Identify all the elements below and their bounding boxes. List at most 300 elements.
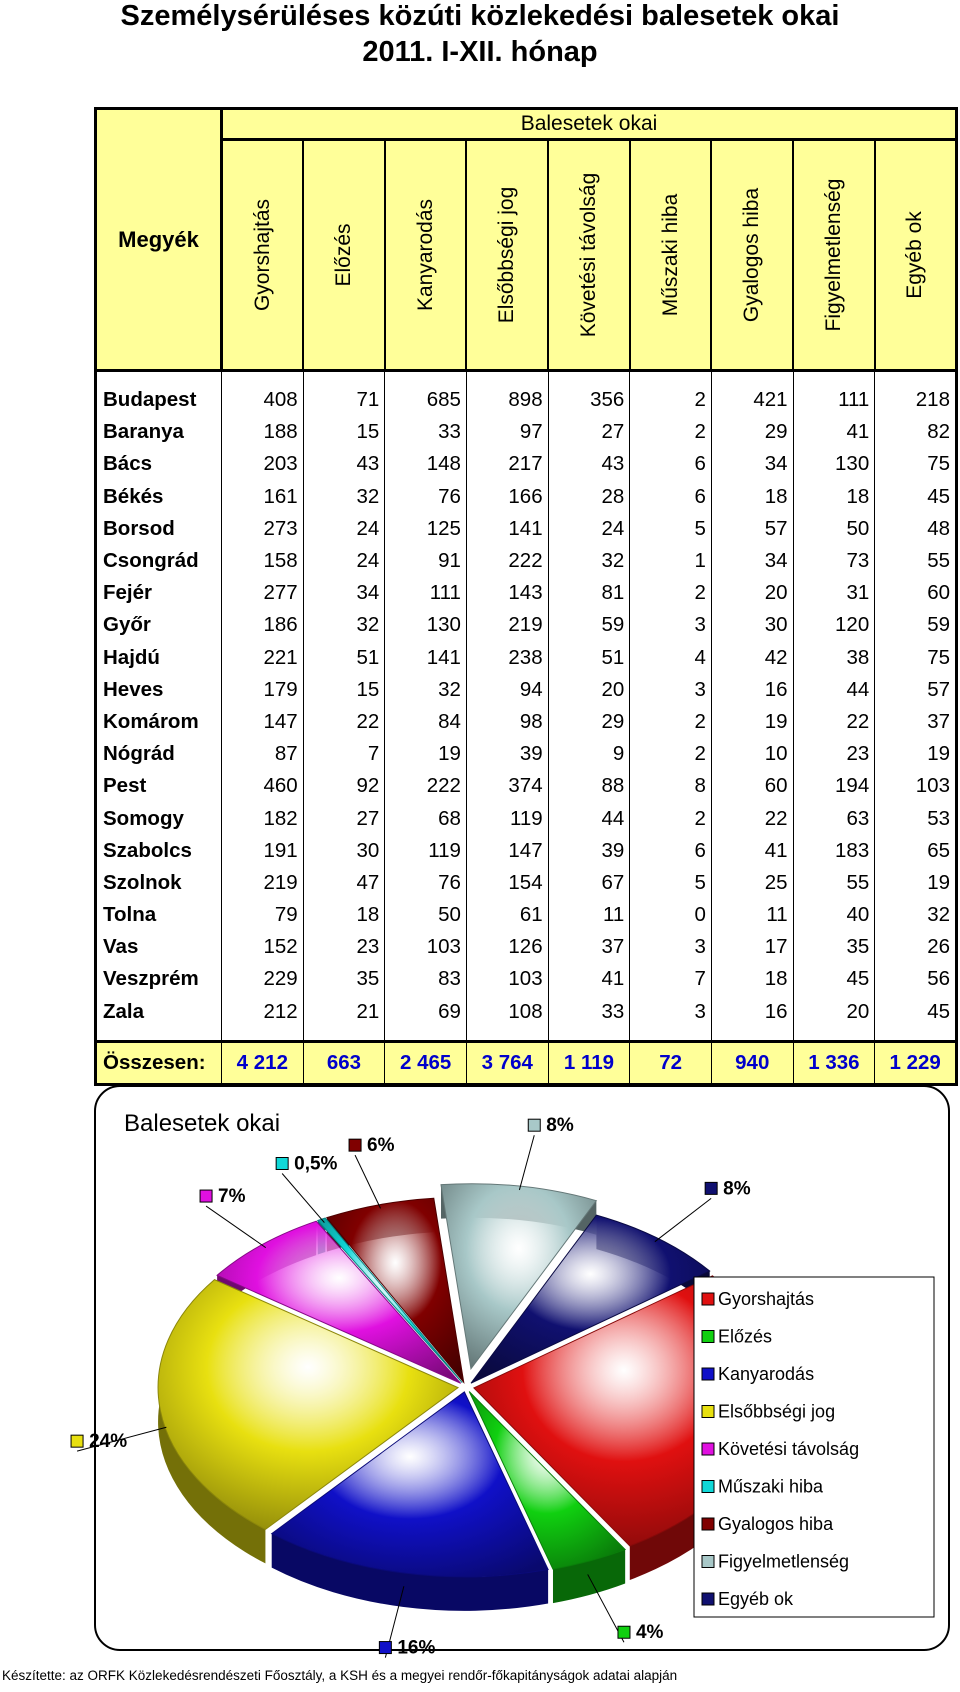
table-cell: 161	[222, 481, 304, 513]
table-cell: 17	[711, 931, 793, 963]
table-cell: 219	[466, 609, 548, 641]
county-name: Vas	[96, 931, 222, 963]
table-cell: 219	[222, 867, 304, 899]
data-label-text: 7%	[218, 1186, 246, 1208]
table-cell: 65	[875, 835, 957, 867]
table-cell: 71	[303, 384, 385, 416]
table-cell: 222	[466, 545, 548, 577]
table-cell: 53	[875, 802, 957, 834]
data-label	[71, 1431, 127, 1452]
table-cell: 30	[711, 609, 793, 641]
county-name: Veszprém	[96, 963, 222, 995]
table-cell: 2	[630, 384, 712, 416]
footer-credit: Készítette: az ORFK Közlekedésrendészeti Főosztály, a KSH és a megyei rendőr-főkapitányságok adatai alapján	[2, 1668, 678, 1683]
table-cell: 83	[385, 963, 467, 995]
table-cell: 22	[303, 706, 385, 738]
data-label	[379, 1638, 435, 1659]
table-cell: 32	[875, 899, 957, 931]
table-cell: 179	[222, 674, 304, 706]
table-cell: 374	[466, 770, 548, 802]
table-cell: 158	[222, 545, 304, 577]
table-cell: 111	[793, 384, 875, 416]
table-cell: 16	[711, 996, 793, 1028]
table-cell: 56	[875, 963, 957, 995]
column-header	[303, 140, 385, 371]
table-cell: 3	[630, 931, 712, 963]
pie-chart-panel	[89, 1085, 950, 1659]
table-cell: 277	[222, 577, 304, 609]
data-label-text: 4%	[635, 1622, 664, 1644]
table-cell: 20	[548, 674, 630, 706]
county-name: Csongrád	[96, 545, 222, 577]
county-name: Heves	[96, 674, 222, 706]
total-label: Összesen:	[96, 1041, 222, 1084]
table-row	[96, 513, 957, 545]
table-cell: 97	[466, 416, 548, 448]
data-label-text: 0,5%	[294, 1153, 338, 1175]
table-cell: 32	[303, 609, 385, 641]
table-cell: 26	[875, 931, 957, 963]
table-cell: 217	[466, 448, 548, 480]
table-row	[96, 770, 957, 802]
table-cell: 76	[385, 867, 467, 899]
table-cell: 88	[548, 770, 630, 802]
table-cell: 51	[303, 642, 385, 674]
table-row	[96, 899, 957, 931]
column-header	[385, 140, 467, 371]
total-cell: 1 229	[875, 1041, 957, 1084]
table-cell: 51	[548, 642, 630, 674]
table-cell: 11	[711, 899, 793, 931]
legend-entry: Figyelmetlenség	[718, 1551, 850, 1572]
table-cell: 11	[548, 899, 630, 931]
table-cell: 6	[630, 835, 712, 867]
legend-marker	[702, 1368, 714, 1380]
leader-line	[206, 1206, 266, 1248]
column-header	[630, 140, 712, 371]
total-cell: 3 764	[466, 1041, 548, 1084]
table-cell: 50	[793, 513, 875, 545]
table-cell: 103	[385, 931, 467, 963]
table-cell: 42	[711, 642, 793, 674]
column-header-label: Kanyarodás	[413, 198, 437, 312]
table-cell: 30	[303, 835, 385, 867]
table-cell: 37	[548, 931, 630, 963]
table-cell: 4	[630, 642, 712, 674]
table-cell: 55	[875, 545, 957, 577]
county-name: Hajdú	[96, 642, 222, 674]
table-cell: 408	[222, 384, 304, 416]
table-cell: 63	[793, 802, 875, 834]
table-cell: 108	[466, 996, 548, 1028]
table-cell: 143	[466, 577, 548, 609]
legend-entry: Követési távolság	[718, 1439, 860, 1459]
table-cell: 130	[385, 609, 467, 641]
table-cell: 91	[385, 545, 467, 577]
column-header-label: Elsőbbségi jog	[495, 186, 519, 324]
table-cell: 68	[385, 802, 467, 834]
table-cell: 152	[222, 931, 304, 963]
table-cell: 60	[875, 577, 957, 609]
table-cell: 34	[711, 545, 793, 577]
table-cell: 10	[711, 738, 793, 770]
legend-entry: Előzés	[718, 1326, 773, 1347]
table-cell: 35	[793, 931, 875, 963]
table-cell: 24	[303, 545, 385, 577]
column-header	[875, 140, 957, 371]
leader-line	[519, 1135, 534, 1190]
table-cell: 22	[711, 802, 793, 834]
legend-marker	[702, 1293, 714, 1305]
county-name: Komárom	[96, 706, 222, 738]
table-cell: 3	[630, 996, 712, 1028]
table-cell: 20	[711, 577, 793, 609]
table-cell: 41	[548, 963, 630, 995]
table-cell: 182	[222, 802, 304, 834]
county-name: Győr	[96, 609, 222, 641]
leader-line	[355, 1155, 380, 1208]
table-cell: 126	[466, 931, 548, 963]
table-cell: 40	[793, 899, 875, 931]
data-label-text: 16%	[397, 1637, 436, 1659]
table-cell: 5	[630, 513, 712, 545]
table-cell: 191	[222, 835, 304, 867]
column-header	[793, 140, 875, 371]
table-cell: 147	[466, 835, 548, 867]
legend-marker	[702, 1593, 714, 1605]
table-cell: 31	[793, 577, 875, 609]
total-cell: 663	[303, 1041, 385, 1084]
table-cell: 19	[711, 706, 793, 738]
data-label-marker	[528, 1119, 540, 1131]
data-label-marker	[705, 1182, 717, 1194]
table-cell: 87	[222, 738, 304, 770]
table-cell: 148	[385, 448, 467, 480]
table-cell: 111	[385, 577, 467, 609]
legend-entry: Kanyarodás	[718, 1364, 815, 1384]
table-cell: 45	[793, 963, 875, 995]
county-name: Budapest	[96, 384, 222, 416]
legend-marker	[702, 1481, 714, 1493]
table-cell: 6	[630, 448, 712, 480]
table-cell: 18	[711, 481, 793, 513]
legend-entry: Gyorshajtás	[718, 1289, 815, 1309]
cause-group-header: Balesetek okai	[222, 109, 957, 140]
leader-line	[282, 1174, 324, 1223]
table-cell: 43	[303, 448, 385, 480]
table-row	[96, 931, 957, 963]
total-cell: 4 212	[222, 1041, 304, 1084]
table-cell: 28	[548, 481, 630, 513]
table-cell: 898	[466, 384, 548, 416]
table-cell: 48	[875, 513, 957, 545]
table-cell: 33	[548, 996, 630, 1028]
table-cell: 19	[875, 867, 957, 899]
table-cell: 5	[630, 867, 712, 899]
legend-marker	[702, 1443, 714, 1455]
table-cell: 3	[630, 674, 712, 706]
table-cell: 125	[385, 513, 467, 545]
table-row	[96, 545, 957, 577]
county-name: Tolna	[96, 899, 222, 931]
table-cell: 194	[793, 770, 875, 802]
table-cell: 141	[385, 642, 467, 674]
table-cell: 32	[385, 674, 467, 706]
table-cell: 154	[466, 867, 548, 899]
table-row	[96, 674, 957, 706]
table-cell: 221	[222, 642, 304, 674]
table-row	[96, 963, 957, 995]
data-label	[276, 1154, 337, 1175]
table-cell: 69	[385, 996, 467, 1028]
legend-entry: Gyalogos hiba	[718, 1514, 834, 1534]
county-name: Baranya	[96, 416, 222, 448]
county-name: Bács	[96, 448, 222, 480]
table-cell: 61	[466, 899, 548, 931]
table-cell: 39	[548, 835, 630, 867]
data-label-marker	[349, 1139, 361, 1151]
county-name: Zala	[96, 996, 222, 1028]
table-cell: 421	[711, 384, 793, 416]
table-cell: 59	[875, 609, 957, 641]
table-cell: 18	[793, 481, 875, 513]
table-row	[96, 481, 957, 513]
table-cell: 188	[222, 416, 304, 448]
table-cell: 19	[385, 738, 467, 770]
column-header-label: Gyorshajtás	[250, 198, 274, 312]
table-row	[96, 609, 957, 641]
county-name: Borsod	[96, 513, 222, 545]
table-cell: 19	[875, 738, 957, 770]
table-row	[96, 706, 957, 738]
table-cell: 222	[385, 770, 467, 802]
table-cell: 41	[793, 416, 875, 448]
total-cell: 2 465	[385, 1041, 467, 1084]
table-cell: 8	[630, 770, 712, 802]
table-cell: 44	[793, 674, 875, 706]
table-cell: 22	[793, 706, 875, 738]
table-row	[96, 448, 957, 480]
table-cell: 41	[711, 835, 793, 867]
table-cell: 24	[548, 513, 630, 545]
legend-entry: Egyéb ok	[718, 1589, 794, 1609]
table-cell: 81	[548, 577, 630, 609]
table-row	[96, 416, 957, 448]
data-label-text: 8%	[723, 1178, 751, 1200]
table-cell: 98	[466, 706, 548, 738]
table-cell: 37	[875, 706, 957, 738]
data-label	[349, 1135, 395, 1156]
table-cell: 67	[548, 867, 630, 899]
legend-marker	[702, 1518, 714, 1530]
pie-chart	[89, 1087, 948, 1659]
table-cell: 183	[793, 835, 875, 867]
county-name: Somogy	[96, 802, 222, 834]
table-row	[96, 577, 957, 609]
column-header	[222, 140, 304, 371]
table-cell: 29	[711, 416, 793, 448]
table-cell: 23	[793, 738, 875, 770]
column-header	[548, 140, 630, 371]
table-cell: 34	[711, 448, 793, 480]
table-cell: 3	[630, 609, 712, 641]
column-header-label: Előzés	[331, 223, 355, 287]
table-cell: 2	[630, 738, 712, 770]
table-row	[96, 384, 957, 416]
total-cell: 1 336	[793, 1041, 875, 1084]
table-cell: 212	[222, 996, 304, 1028]
table-cell: 238	[466, 642, 548, 674]
column-header-label: Gyalogos hiba	[740, 187, 764, 323]
table-cell: 0	[630, 899, 712, 931]
table-row	[96, 738, 957, 770]
table-cell: 50	[385, 899, 467, 931]
county-name: Szabolcs	[96, 835, 222, 867]
accident-causes-table	[94, 107, 958, 1086]
table-cell: 7	[630, 963, 712, 995]
table-cell: 27	[548, 416, 630, 448]
table-cell: 33	[385, 416, 467, 448]
table-cell: 32	[548, 545, 630, 577]
table-cell: 84	[385, 706, 467, 738]
table-cell: 57	[711, 513, 793, 545]
county-name: Fejér	[96, 577, 222, 609]
data-label-marker	[379, 1642, 391, 1654]
title-line-2: 2011. I-XII. hónap	[362, 36, 598, 68]
table-cell: 7	[303, 738, 385, 770]
table-cell: 45	[875, 481, 957, 513]
table-cell: 35	[303, 963, 385, 995]
leader-line	[655, 1198, 711, 1241]
data-label-text: 8%	[546, 1115, 574, 1137]
table-cell: 29	[548, 706, 630, 738]
table-cell: 20	[793, 996, 875, 1028]
table-cell: 76	[385, 481, 467, 513]
table-cell: 25	[711, 867, 793, 899]
table-cell: 147	[222, 706, 304, 738]
table-cell: 2	[630, 577, 712, 609]
table-cell: 15	[303, 674, 385, 706]
table-cell: 130	[793, 448, 875, 480]
table-cell: 16	[711, 674, 793, 706]
table-cell: 141	[466, 513, 548, 545]
table-cell: 15	[303, 416, 385, 448]
legend-marker	[702, 1556, 714, 1568]
data-label-marker	[276, 1158, 288, 1170]
table-cell: 59	[548, 609, 630, 641]
county-header: Megyék	[96, 109, 222, 371]
table-cell: 23	[303, 931, 385, 963]
table-cell: 38	[793, 642, 875, 674]
table-row	[96, 642, 957, 674]
table-row	[96, 867, 957, 899]
table-cell: 103	[466, 963, 548, 995]
table-cell: 2	[630, 416, 712, 448]
table-cell: 18	[303, 899, 385, 931]
table-cell: 1	[630, 545, 712, 577]
legend-marker	[702, 1331, 714, 1343]
column-header	[466, 140, 548, 371]
table-cell: 43	[548, 448, 630, 480]
data-label-text: 6%	[367, 1135, 395, 1157]
table-cell: 218	[875, 384, 957, 416]
table-cell: 120	[793, 609, 875, 641]
total-cell: 940	[711, 1041, 793, 1084]
table-cell: 75	[875, 642, 957, 674]
county-name: Szolnok	[96, 867, 222, 899]
table-cell: 24	[303, 513, 385, 545]
table-cell: 79	[222, 899, 304, 931]
data-label	[200, 1186, 246, 1207]
data-label-marker	[618, 1626, 630, 1638]
table-cell: 18	[711, 963, 793, 995]
total-row	[96, 1041, 957, 1084]
table-cell: 685	[385, 384, 467, 416]
table-row	[96, 835, 957, 867]
chart-title: Balesetek okai	[124, 1110, 281, 1137]
table-cell: 45	[875, 996, 957, 1028]
legend-entry: Elsőbbségi jog	[718, 1401, 836, 1422]
county-name: Pest	[96, 770, 222, 802]
column-header-label: Követési távolság	[576, 172, 600, 338]
data-label-marker	[200, 1190, 212, 1202]
table-cell: 166	[466, 481, 548, 513]
table-cell: 119	[385, 835, 467, 867]
table-cell: 32	[303, 481, 385, 513]
data-label	[618, 1622, 664, 1643]
title-line-1: Személysérüléses közúti közlekedési balesetek okai	[120, 0, 840, 32]
table-cell: 75	[875, 448, 957, 480]
column-header-label: Műszaki hiba	[658, 193, 682, 317]
table-cell: 60	[711, 770, 793, 802]
data-label	[528, 1115, 574, 1136]
table-row	[96, 996, 957, 1028]
legend-entry: Műszaki hiba	[718, 1476, 824, 1497]
table-cell: 356	[548, 384, 630, 416]
table-cell: 203	[222, 448, 304, 480]
table-cell: 34	[303, 577, 385, 609]
table-cell: 27	[303, 802, 385, 834]
table-cell: 73	[793, 545, 875, 577]
table-cell: 6	[630, 481, 712, 513]
total-cell: 72	[630, 1041, 712, 1084]
table-cell: 460	[222, 770, 304, 802]
table-cell: 119	[466, 802, 548, 834]
table-cell: 273	[222, 513, 304, 545]
table-cell: 2	[630, 706, 712, 738]
county-name: Békés	[96, 481, 222, 513]
column-header-label: Figyelmetlenség	[821, 178, 845, 332]
table-cell: 39	[466, 738, 548, 770]
table-row	[96, 802, 957, 834]
table-cell: 47	[303, 867, 385, 899]
column-header-label: Egyéb ok	[903, 211, 927, 299]
total-cell: 1 119	[548, 1041, 630, 1084]
table-cell: 186	[222, 609, 304, 641]
table-cell: 103	[875, 770, 957, 802]
county-name: Nógrád	[96, 738, 222, 770]
data-label-marker	[71, 1435, 83, 1447]
table-cell: 2	[630, 802, 712, 834]
table-cell: 57	[875, 674, 957, 706]
table-cell: 9	[548, 738, 630, 770]
table-cell: 55	[793, 867, 875, 899]
data-label-text: 24%	[89, 1431, 128, 1453]
table-cell: 21	[303, 996, 385, 1028]
legend-marker	[702, 1406, 714, 1418]
data-label	[705, 1178, 751, 1199]
table-cell: 229	[222, 963, 304, 995]
